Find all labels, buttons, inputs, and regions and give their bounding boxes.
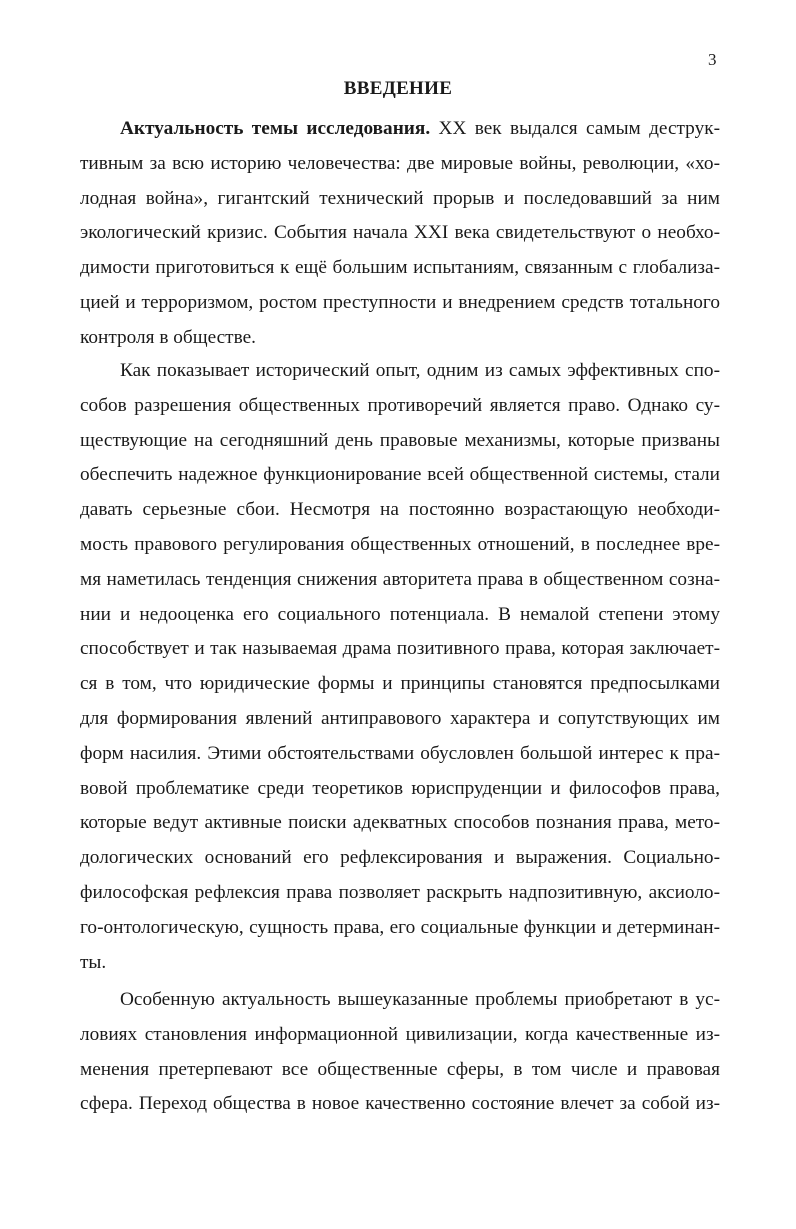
text-line: Как показывает исторический опыт, одним из самых эффективных спо- <box>120 360 720 381</box>
text-line: контроля в обществе. <box>80 326 256 348</box>
text-line: обеспечить надежное функционирование всей общественной системы, стали <box>80 464 720 486</box>
text-line: для формирования явлений антиправового характера и сопутствующих им <box>80 707 720 729</box>
text-line: форм насилия. Этими обстоятельствами обусловлен большой интерес к пра- <box>80 742 720 764</box>
text-line: димости приготовиться к ещё большим испытаниям, связанным с глобализа- <box>80 257 720 279</box>
text-line: вовой проблематике среди теоретиков юриспруденции и философов права, <box>80 777 720 799</box>
text-line: цией и терроризмом, ростом преступности и внедрением средств тотального <box>80 291 720 313</box>
text-line: мость правового регулирования общественных отношений, в последнее вре- <box>80 533 720 555</box>
text-line: способствует и так называемая драма позитивного права, которая заключает- <box>80 638 720 660</box>
text-line: менения претерпевают все общественные сферы, в том числе и правовая <box>80 1058 720 1080</box>
text-line: сфера. Переход общества в новое качественно состояние влечет за собой из- <box>80 1093 720 1115</box>
section-lead: Актуальность темы исследования. <box>120 118 431 139</box>
paragraph-relevance <box>80 112 720 356</box>
text-line: тивным за всю историю человечества: две мировые войны, революции, «хо- <box>80 152 720 174</box>
text-line: ты. <box>80 951 107 973</box>
text-line: нии и недооценка его социального потенциала. В немалой степени этому <box>80 603 720 625</box>
text-line: дологических оснований его рефлексирования и выражения. Социально- <box>80 847 720 869</box>
text-line: давать серьезные сбои. Несмотря на постоянно возрастающую необходи- <box>80 499 720 521</box>
page-number: 3 <box>708 50 717 69</box>
text-line: Особенную актуальность вышеуказанные проблемы приобретают в ус- <box>120 989 720 1010</box>
text-line: ся в том, что юридические формы и принципы становятся предпосылками <box>80 673 720 695</box>
page-title: ВВЕДЕНИЕ <box>343 78 453 99</box>
text-line: лодная война», гигантский технический прорыв и последовавший за ним <box>80 187 720 209</box>
text-line: ловиях становления информационной цивилизации, когда качественные из- <box>80 1023 720 1045</box>
text-line: которые ведут активные поиски адекватных способов познания права, мето- <box>80 812 720 834</box>
text-line: го-онтологическую, сущность права, его социальные функции и детерминан- <box>80 916 720 938</box>
text-line: экологический кризис. События начала XXI века свидетельствуют о необхо- <box>80 222 720 244</box>
text-line: мя наметилась тенденция снижения авторитета права в общественном созна- <box>80 568 720 590</box>
text-line: философская рефлексия права позволяет раскрыть надпозитивную, аксиоло- <box>80 881 720 903</box>
paragraph-historical-experience <box>80 354 720 980</box>
text-fragment: XX век выдался самым деструк- <box>430 118 720 139</box>
text-line <box>80 112 720 147</box>
text-line: собов разрешения общественных противоречий является право. Однако су- <box>80 394 720 416</box>
paragraph-information-civilization <box>80 983 720 1122</box>
text-line: ществующие на сегодняшний день правовые механизмы, которые призваны <box>80 429 720 451</box>
